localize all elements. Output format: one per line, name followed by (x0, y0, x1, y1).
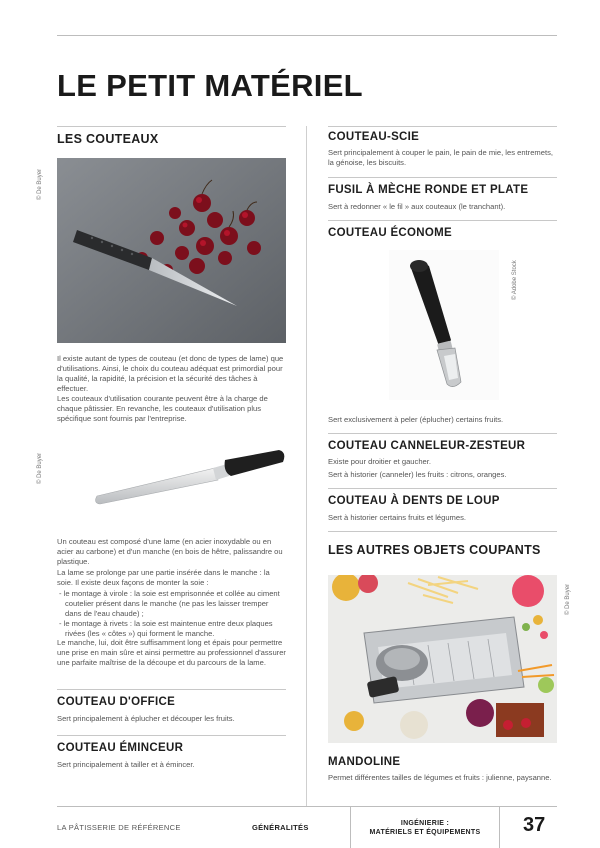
peeler-illustration (389, 250, 499, 400)
column-divider (306, 126, 307, 806)
section-rule (328, 488, 557, 489)
footer-chapter-box (350, 807, 500, 848)
office-text: Sert principalement à éplucher et découper les fruits. (57, 714, 235, 723)
mandoline-illustration (328, 575, 557, 743)
intro-paragraph-2: Les couteaux d'utilisation courante peuvent être à la charge de chaque pâtissier. En revanche, les couteaux d'utilisation plus spécifique sont fournis par l'entreprise. (57, 394, 268, 423)
composition-paragraph: Un couteau est composé d'une lame (en acier inoxydable ou en acier au carbone) et d'un manche (en bois de hêtre, palissandre ou plastique. (57, 537, 283, 566)
footer-section: GÉNÉRALITÉS (252, 823, 309, 832)
peeler-photo (389, 250, 499, 400)
scie-text: Sert principalement à couper le pain, le pain de mie, les entremets, la génoise, les biscuits. (328, 148, 553, 167)
soie-paragraph: La lame se prolonge par une partie insérée dans le manche : la soie. Il existe deux façons de monter la soie : (57, 568, 270, 587)
section-rule (57, 689, 286, 690)
econome-text: Sert exclusivement à peler (éplucher) certains fruits. (328, 415, 504, 424)
footer-chapter-line-1: INGÉNIERIE : (400, 820, 450, 827)
photo-credit: © De Buyer (565, 583, 571, 615)
section-rule (57, 126, 286, 127)
couteaux-heading: LES COUTEAUX (57, 132, 159, 146)
fusil-heading: FUSIL À MÈCHE RONDE ET PLATE (328, 184, 529, 196)
canneleur-heading: COUTEAU CANNELEUR-ZESTEUR (328, 440, 526, 452)
fusil-text: Sert à redonner « le fil » aux couteaux (le tranchant). (328, 202, 506, 211)
section-rule (328, 531, 557, 532)
mandoline-heading: MANDOLINE (328, 756, 401, 768)
section-rule (328, 126, 557, 127)
scie-heading: COUTEAU-SCIE (328, 131, 420, 143)
list-item: - le montage à rivets : la soie est maintenue entre deux plaques rivées (les « côtes ») qui forment le manche. (59, 619, 273, 638)
photo-credit: © Adobe Stock (512, 260, 518, 300)
section-rule (57, 735, 286, 736)
autres-heading: LES AUTRES OBJETS COUPANTS (328, 543, 541, 557)
loup-text: Sert à historier certains fruits et légumes. (328, 513, 467, 522)
intro-paragraph-1: Il existe autant de types de couteau (et donc de types de lame) que d'utilisations. Ainsi, le choix du couteau adéquat est primordial pour la qualité, la rapidité, la précision et la sécurité des tâches à effectuer. (57, 354, 284, 393)
page-number: 37 (523, 814, 546, 836)
section-rule (328, 433, 557, 434)
section-rule (328, 177, 557, 178)
soie-list (57, 589, 286, 639)
eminceur-heading: COUTEAU ÉMINCEUR (57, 742, 184, 754)
office-heading: COUTEAU D'OFFICE (57, 696, 176, 708)
top-rule (57, 35, 557, 36)
palette-knife-photo (57, 430, 286, 525)
mandoline-text: Permet différentes tailles de légumes et fruits : julienne, paysanne. (328, 773, 552, 782)
footer-chapter-line-2: MATÉRIELS ET ÉQUIPEMENTS (369, 829, 481, 836)
photo-credit: © De Buyer (37, 168, 43, 200)
palette-knife-illustration (57, 430, 286, 525)
eminceur-text: Sert principalement à tailler et à émincer. (57, 760, 195, 769)
list-item: - le montage à virole : la soie est emprisonnée et collée au ciment coutelier présent dans le manche (ne pas les laisser tremper dans de l'eau chaude) ; (59, 589, 280, 618)
mandoline-photo (328, 575, 557, 743)
page-title: LE PETIT MATÉRIEL (57, 68, 363, 103)
footer-book-title: LA PÂTISSERIE DE RÉFÉRENCE (57, 823, 181, 832)
canneleur-text-2: Sert à historier (canneler) les fruits : citrons, oranges. (328, 470, 507, 479)
loup-heading: COUTEAU À DENTS DE LOUP (328, 495, 500, 507)
manche-paragraph: Le manche, lui, doit être suffisamment long et épais pour permettre une prise en main sûre et ainsi permettre au professionnel d'assurer une parfaite maîtrise de la découpe et du parcours de la lame. (57, 638, 286, 667)
section-rule (328, 220, 557, 221)
econome-heading: COUTEAU ÉCONOME (328, 227, 452, 239)
knife-cherries-illustration (57, 158, 286, 343)
knife-cherries-photo (57, 158, 286, 343)
photo-credit: © De Buyer (37, 452, 43, 484)
canneleur-text-1: Existe pour droitier et gaucher. (328, 457, 431, 466)
